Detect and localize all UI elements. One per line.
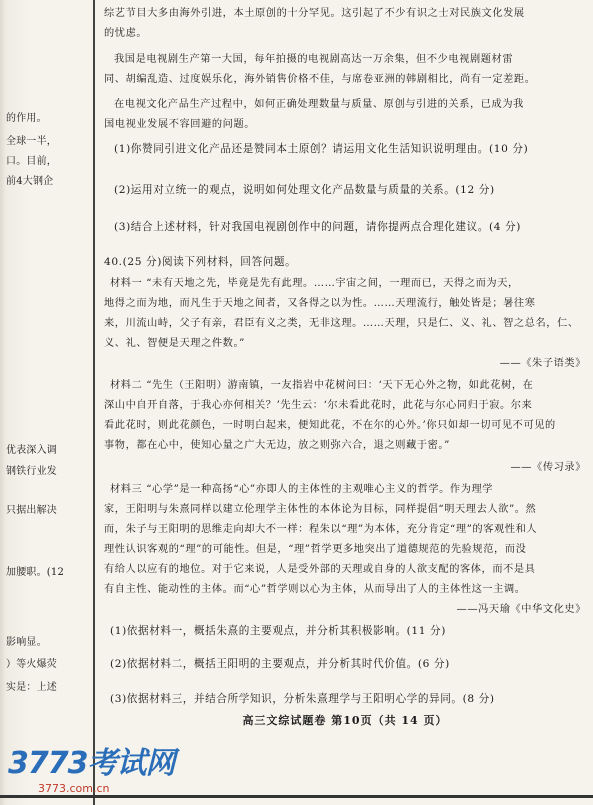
question-40-heading: 40.(25 分)阅读下列材料，回答问题。	[104, 256, 297, 268]
material-1-line: 材料一 “未有天地之先，毕竟是先有此理。……宇宙之间，一理而已，天得之而为天，	[110, 278, 519, 289]
material-3-line: 材料三 “心学”是一种高扬“心”亦即人的主体性的主观唯心主义的哲学。作为理学	[110, 484, 494, 495]
text-line: 同、胡编乱造、过度娱乐化，海外销售价格不佳，与席卷亚洲的韩剧相比，尚有一定差距。	[104, 74, 536, 85]
material-2-line: 事物，都在心中，使知心量之广大无边，放之则弥六合，退之则藏于密。”	[104, 440, 450, 451]
question-40-3: (3)依据材料三，并结合所学知识，分析朱熹理学与王阳明心学的异同。(8 分)	[110, 693, 495, 705]
margin-fragment: 影响显。	[6, 637, 47, 648]
watermark-url-text: 3773.com.cn	[38, 782, 110, 795]
text-line: 的忧虑。	[104, 28, 148, 39]
site-watermark-logo	[8, 738, 198, 794]
page-footer: 高三文综试题卷 第10页（共 14 页）	[242, 714, 448, 727]
text-line: 在电视文化产品生产过程中，如何正确处理数量与质量、原创与引进的关系，已成为我	[114, 99, 524, 110]
material-2-line: 深山中自开自落，于我心亦何相关？’先生云：‘尔未看此花时，此花与尔心同归于寂。尔来	[104, 400, 533, 411]
text-line: 国电视业发展不容回避的问题。	[104, 119, 256, 130]
margin-fragment: 前4大钢企	[6, 176, 54, 187]
watermark-main-text: 3773考试网	[8, 746, 175, 781]
question-40-1: (1)依据材料一，概括朱熹的主要观点，并分析其积极影响。(11 分)	[110, 625, 446, 637]
margin-fragment: 口。目前，	[6, 156, 57, 167]
bottom-rule	[0, 795, 593, 798]
material-3-line: 理性认识客观的“理”的可能性。但是，“理”哲学更多地突出了道德规范的先验规范，而没	[104, 544, 527, 555]
margin-fragment: 加腰职。(12	[6, 567, 65, 578]
material-3-line: 有给人以应有的地位。对于它来说，人是受外部的天理或自身的人欲支配的客体，而不是具	[104, 564, 536, 575]
margin-fragment: 的作用。	[6, 113, 47, 124]
question-40-2: (2)依据材料二，概括王阳明的主要观点，并分析其时代价值。(6 分)	[110, 658, 450, 670]
left-margin-column	[0, 0, 92, 805]
material-1-line: 地得之而为地，而凡生于天地之间者，又各得之以为性。……天理流行，触处皆是；暑往寒	[104, 298, 536, 309]
source-chuanxilu: ——《传习录》	[510, 462, 586, 473]
text-line: 综艺节目大多由海外引进，本土原创的十分罕见。这引起了不少有识之士对民族文化发展	[104, 8, 525, 19]
material-2-line: 材料二 “先生（王阳明）游南镇，一友指岩中花树问曰：‘天下无心外之物，如此花树，在	[110, 380, 534, 391]
margin-fragment: 优表深入调	[6, 445, 57, 456]
material-1-line: 义、礼、智便是天理之件数。”	[104, 338, 245, 349]
material-3-line: 而，朱子与王阳明的思维走向却大不一样：程朱以“理”为本体，充分肯定“理”的客观性和人	[104, 524, 538, 535]
margin-fragment: 实是：上述	[6, 682, 57, 693]
question-39-3: (3)结合上述材料，针对我国电视剧创作中的问题，请你提两点合理化建议。(4 分)	[114, 221, 521, 233]
question-39-2: (2)运用对立统一的观点，说明如何处理文化产品数量与质量的关系。(12 分)	[114, 184, 495, 196]
binding-gutter-line	[93, 0, 95, 805]
source-zhonghua-wenhuashi: ——冯天瑜《中华文化史》	[456, 604, 586, 615]
margin-fragment: ）等火爆荧	[6, 659, 57, 670]
margin-fragment: 只据出解决	[6, 505, 57, 516]
material-2-line: 看此花时，则此花颜色，一时明白起来，便知此花，不在尔的心外。’你只如却一切可见不可见的	[104, 420, 556, 431]
material-3-line: 有自主性、能动性的主体。而“心”哲学则以心为主体，从而导出了人的主体性这一主调。	[104, 584, 526, 595]
margin-fragment: 全球一半，	[6, 136, 57, 147]
text-line: 我国是电视剧生产第一大国，每年拍摄的电视剧高达一万余集，但不少电视剧题材雷	[114, 54, 514, 65]
material-1-line: 来，川流山峙，父子有亲，君臣有义之类，无非这理。……天理，只是仁、义、礼、智之总名，仁、	[104, 318, 579, 329]
material-3-line: 家，王阳明与朱熹同样以建立伦理学主体性的本体论为目标，同样提倡“明天理去人欲”。然	[104, 504, 537, 515]
margin-fragment: 钢铁行业发	[6, 466, 57, 477]
source-zhuzi-yulei: ——《朱子语类》	[499, 358, 586, 369]
question-39-1: (1)你赞同引进文化产品还是赞同本土原创？请运用文化生活知识说明理由。(10 分)	[114, 143, 529, 155]
